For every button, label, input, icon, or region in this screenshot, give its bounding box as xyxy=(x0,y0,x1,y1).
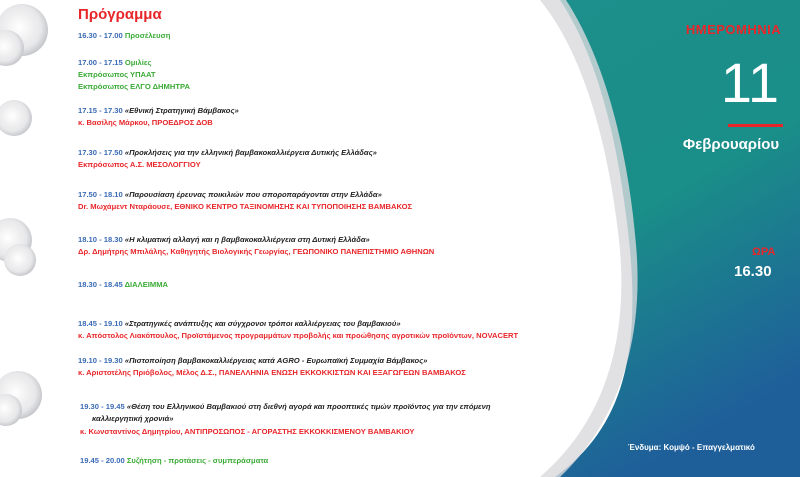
program-text: κ. Αριστοτέλης Πριόβολος, Μέλος Δ.Σ., ΠΑΝΕΛΛΗΝΙΑ ΕΝΩΣΗ ΕΚΚΟΚΚΙΣΤΩΝ ΚΑΙ ΕΞΑΓΩΓΕΩΝ ΒΑΜΒΑΚΟΣ xyxy=(78,368,466,377)
program-text: ΔΙΑΛΕΙΜΜΑ xyxy=(122,280,169,289)
program-row xyxy=(78,30,170,41)
program-text: Dr. Μωχάμεντ Νταράουσε, ΕΘΝΙΚΟ ΚΕΝΤΡΟ ΤΑΞΙΝΟΜΗΣΗΣ ΚΑΙ ΤΥΠΟΠΟΙΗΣΗΣ ΒΑΜΒΑΚΟΣ xyxy=(78,202,413,211)
program-time: 18.45 - 19.10 xyxy=(78,319,123,328)
program-row xyxy=(78,330,518,341)
program-row xyxy=(80,401,491,412)
program-row xyxy=(78,57,151,68)
program-time: 18.30 - 18.45 xyxy=(78,280,123,289)
dress-code: Ένδυμα: Κομψό - Επαγγελματικό xyxy=(628,443,755,452)
program-row xyxy=(78,246,434,257)
program-text: Εκπρόσωπος Α.Σ. ΜΕΣΟΛΟΓΓΙΟΥ xyxy=(78,160,201,169)
program-title: Πρόγραμμα xyxy=(78,6,162,23)
date-label: ΗΜΕΡΟΜΗΝΙΑ xyxy=(685,22,782,37)
program-row xyxy=(78,159,201,170)
program-text: Εκπρόσωπος ΥΠΑΑΤ xyxy=(78,70,156,79)
red-divider xyxy=(728,124,783,127)
program-time: 19.30 - 19.45 xyxy=(80,402,125,411)
program-row xyxy=(78,105,239,116)
program-row xyxy=(92,413,174,424)
program-text: «Στρατηγικές ανάπτυξης και σύγχρονοι τρόποι καλλιέργειας του βαμβακιού» xyxy=(122,319,401,328)
program-text: «Παρουσίαση έρευνας ποικιλιών που σποροπαράγονται στην Ελλάδα» xyxy=(122,190,382,199)
program-time: 17.00 - 17.15 xyxy=(78,58,123,67)
program-time: 18.10 - 18.30 xyxy=(78,235,123,244)
program-text: κ. Βασίλης Μάρκου, ΠΡΟΕΔΡΟΣ ΔΟΒ xyxy=(78,118,213,127)
program-text: Ομιλίες xyxy=(122,58,152,67)
program-text: Συζήτηση - προτάσεις - συμπεράσματα xyxy=(124,456,269,465)
program-time: 19.45 - 20.00 xyxy=(80,456,125,465)
program-row xyxy=(78,69,156,80)
program-row xyxy=(78,189,382,200)
event-day: 11 xyxy=(720,51,780,114)
program-time: 17.30 - 17.50 xyxy=(78,148,123,157)
program-text: «Πιστοποίηση βαμβακοκαλλιέργειας κατά AGRO - Ευρωπαϊκή Συμμαχία Βάμβακος» xyxy=(122,356,428,365)
program-time: 17.15 - 17.30 xyxy=(78,106,123,115)
program-text: κ. Απόστολος Λιακόπουλος, Προϊστάμενος προγραμμάτων προβολής και προώθησης αγροτικών προϊόντων, NOVACERT xyxy=(78,331,519,340)
program-time: 16.30 - 17.00 xyxy=(78,31,123,40)
program-text: Εκπρόσωπος ΕΛΓΟ ΔΗΜΗΤΡΑ xyxy=(78,82,190,91)
program-text: καλλιεργητική χρονιά» xyxy=(92,414,174,423)
program-text: κ. Κωνσταντίνος Δημητρίου, ΑΝΤΙΠΡΟΣΩΠΟΣ - ΑΓΟΡΑΣΤΗΣ ΕΚΚΟΚΚΙΣΜΕΝΟΥ ΒΑΜΒΑΚΙΟΥ xyxy=(80,427,415,436)
program-text: «Θέση του Ελληνικού Βαμβακιού στη διεθνή αγορά και προοπτικές τιμών προϊόντος για την επόμενη xyxy=(124,402,491,411)
event-month: Φεβρουαρίου xyxy=(682,136,780,153)
program-text: «Η κλιματική αλλαγή και η βαμβακοκαλλιέργεια στη Δυτική Ελλάδα» xyxy=(122,235,370,244)
program-text: Δρ. Δημήτρης Μπιλάλης, Καθηγητής Βιολογικής Γεωργίας, ΓΕΩΠΟΝΙΚΟ ΠΑΝΕΠΙΣΤΗΜΙΟ ΑΘΗΝΩΝ xyxy=(78,247,435,256)
program-text: «Προκλήσεις για την ελληνική βαμβακοκαλλιέργεια Δυτικής Ελλάδας» xyxy=(122,148,377,157)
program-text: Προσέλευση xyxy=(122,31,171,40)
program-time: 19.10 - 19.30 xyxy=(78,356,123,365)
program-row xyxy=(80,426,414,437)
program-row xyxy=(78,201,412,212)
program-row xyxy=(78,279,168,290)
event-time: 16.30 xyxy=(734,263,772,280)
program-text: «Εθνική Στρατηγική Βάμβακος» xyxy=(122,106,239,115)
program-row xyxy=(78,234,370,245)
program-row xyxy=(78,367,466,378)
program-row xyxy=(78,147,377,158)
program-time: 17.50 - 18.10 xyxy=(78,190,123,199)
program-row xyxy=(78,318,401,329)
program-row xyxy=(78,117,213,128)
program-row xyxy=(78,355,427,366)
cotton-decoration xyxy=(0,4,48,426)
time-label: ΩΡΑ xyxy=(752,246,776,258)
program-row xyxy=(78,81,190,92)
program-row xyxy=(80,455,268,466)
